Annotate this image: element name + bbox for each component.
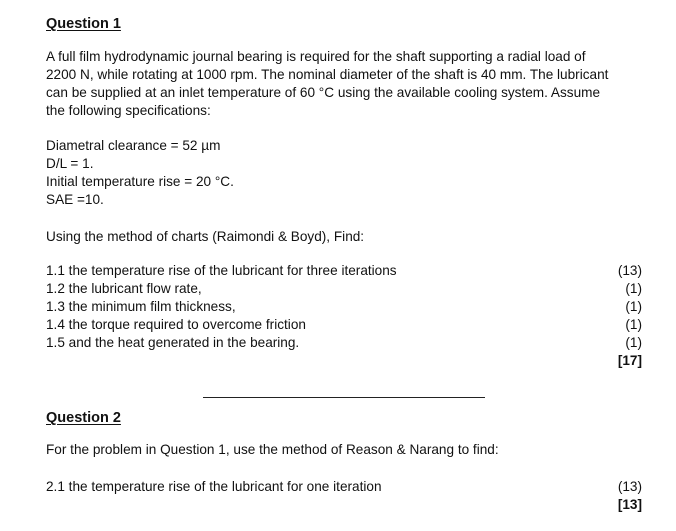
- task-1-3-marks: (1): [625, 299, 642, 314]
- spec-diametral-clearance: Diametral clearance = 52 µm: [46, 138, 221, 153]
- q1-paragraph-line: 2200 N, while rotating at 1000 rpm. The nominal diameter of the shaft is 40 mm. The lubricant: [46, 67, 609, 82]
- task-1-5-marks: (1): [625, 335, 642, 350]
- task-2-1: 2.1 the temperature rise of the lubricant for one iteration: [46, 479, 382, 494]
- task-1-1: 1.1 the temperature rise of the lubricant for three iterations: [46, 263, 397, 278]
- section-divider: [203, 397, 485, 398]
- spec-sae-grade: SAE =10.: [46, 192, 104, 207]
- q1-paragraph-line: the following specifications:: [46, 103, 211, 118]
- question-2-total-marks: [13]: [617, 497, 642, 512]
- spec-d-over-l: D/L = 1.: [46, 156, 94, 171]
- task-1-5: 1.5 and the heat generated in the bearing.: [46, 335, 300, 350]
- question-2-heading: Question 2: [46, 410, 121, 426]
- spec-initial-temperature-rise: Initial temperature rise = 20 °C.: [46, 174, 234, 189]
- question-1-heading: Question 1: [46, 16, 121, 32]
- q1-paragraph-line: can be supplied at an inlet temperature of 60 °C using the available cooling system. Assume: [46, 85, 601, 100]
- task-2-1-marks: (13): [617, 479, 642, 494]
- q2-intro-text: For the problem in Question 1, use the method of Reason & Narang to find:: [46, 442, 499, 457]
- q1-method-text: Using the method of charts (Raimondi & Boyd), Find:: [46, 229, 365, 244]
- question-1-total-marks: [17]: [617, 353, 642, 368]
- task-1-2: 1.2 the lubricant flow rate,: [46, 281, 202, 296]
- task-1-2-marks: (1): [625, 281, 642, 296]
- task-1-1-marks: (13): [617, 263, 642, 278]
- task-1-4-marks: (1): [625, 317, 642, 332]
- q1-paragraph-line: A full film hydrodynamic journal bearing is required for the shaft supporting a radial load of: [46, 49, 586, 64]
- task-1-4: 1.4 the torque required to overcome friction: [46, 317, 306, 332]
- task-1-3: 1.3 the minimum film thickness,: [46, 299, 236, 314]
